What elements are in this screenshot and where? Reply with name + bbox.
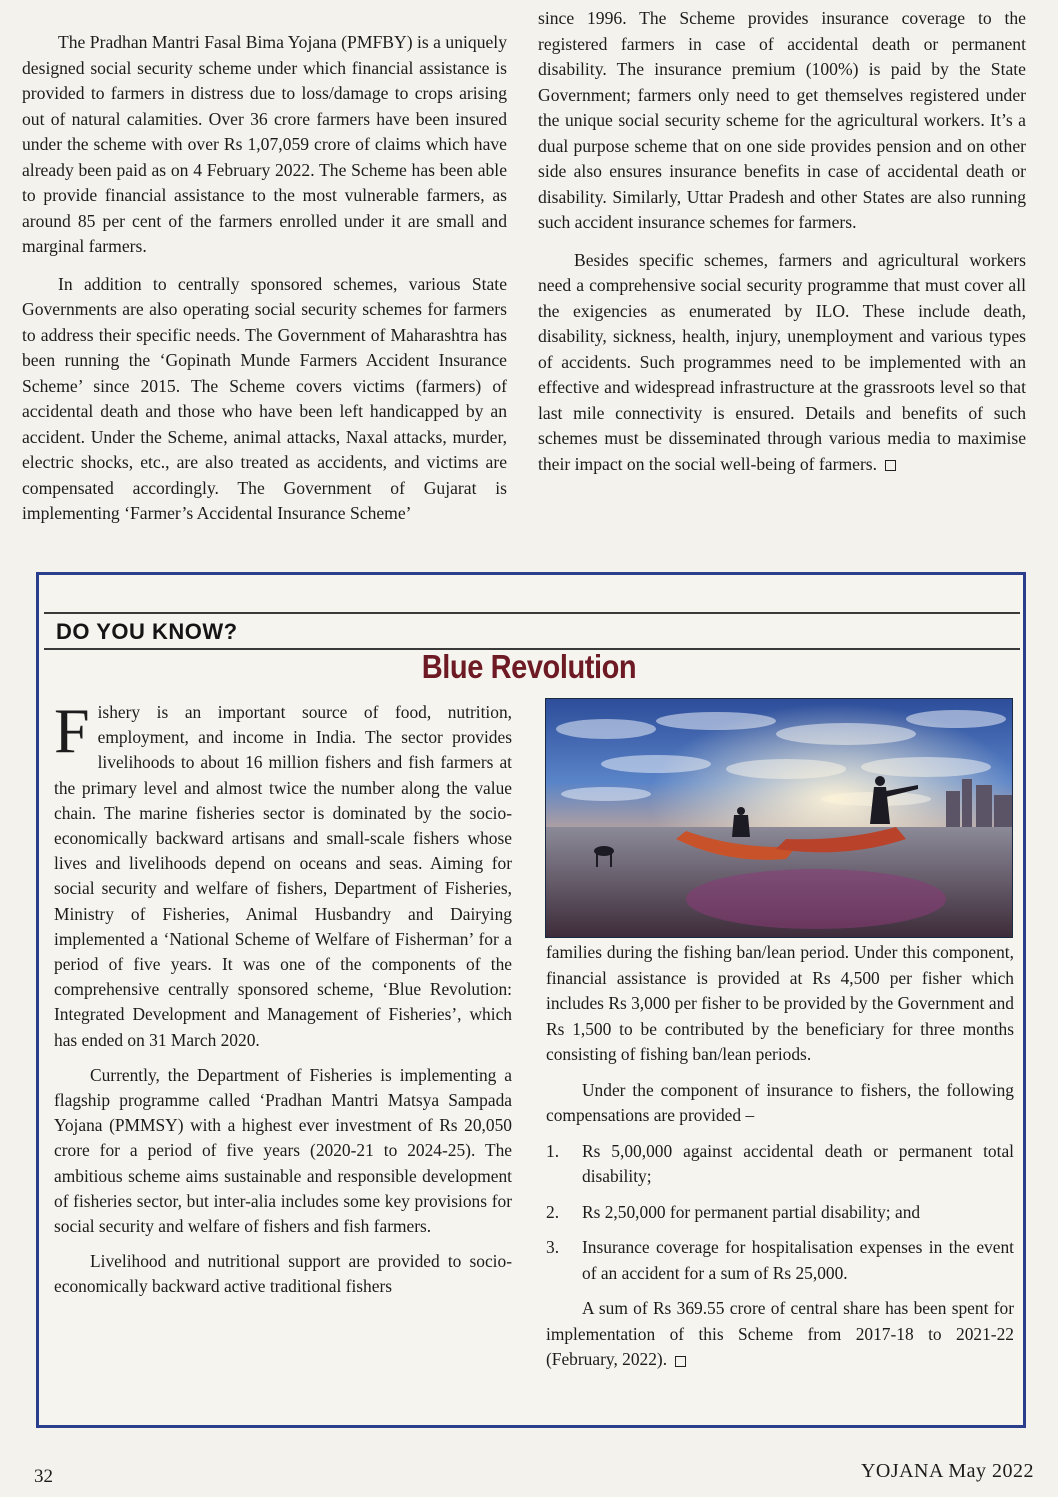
body-paragraph: families during the fishing ban/lean period. Under this component, financial assistance is provided at Rs 4,500 per fisher which includes Rs 3,000 per fisher to be provided by the Government and Rs 1,500 to be contributed by the beneficiary for three months consisting of fishing ban/lean periods.	[546, 942, 1014, 1064]
list-text: Rs 2,50,000 for permanent partial disability; and	[582, 1201, 921, 1222]
box-column-right	[546, 940, 1014, 1383]
list-number: 3.	[546, 1237, 560, 1257]
end-of-box-icon	[675, 1356, 686, 1367]
body-paragraph: since 1996. The Scheme provides insurance coverage to the registered farmers in case of accidental death or permanent disability. The insurance premium (100%) is paid by the State Government; farmers only need to get themselves registered under the unique social security scheme for the agricultural workers. It’s a dual purpose scheme that on one side provides pension and on other side also ensures insurance benefits in case of accidental death or disability. Similarly, Uttar Pradesh and other States are also running such accident insurance schemes for farmers.	[538, 8, 1026, 232]
drop-cap: F	[54, 695, 90, 766]
box-label: DO YOU KNOW?	[56, 619, 238, 644]
list-item	[546, 1139, 1014, 1190]
paragraph-text: Besides specific schemes, farmers and agricultural workers need a comprehensive social security programme that must cover all the exigencies as enumerated by ILO. These include death, disability, sickness, health, injury, unemployment and various types of accidents. Such programmes need to be implemented with an effective and widespread infrastructure at the grassroots level so that last mile connectivity is ensured. Details and benefits of such schemes must be disseminated through various media to maximise their impact on the social well-being of farmers.	[538, 249, 1026, 474]
paragraph-text: A sum of Rs 369.55 crore of central share has been spent for implementation of this Scheme from 2017-18 to 2021-22 (February, 2022).	[546, 1298, 1014, 1369]
compensation-list	[546, 1139, 1014, 1287]
box-header-rule	[44, 612, 1020, 650]
list-number: 1.	[546, 1140, 560, 1161]
body-paragraph: In addition to centrally sponsored schemes, various State Governments are also operating social security schemes for farmers to address their specific needs. The Government of Maharashtra has been running the ‘Gopinath Munde Farmers Accident Insurance Scheme’ since 2015. The Scheme covers victims (farmers) of accidental death and those who have been left handicapped by an accident. Under the Scheme, animal attacks, Naxal attacks, murder, electric shocks, etc., are also treated as accidents, and victims are compensated accordingly. The Government of Gujarat is implementing ‘Farmer’s Accidental Insurance Scheme’	[22, 273, 507, 523]
list-number: 2.	[546, 1201, 560, 1222]
body-paragraph	[546, 1296, 1014, 1373]
body-paragraph: Under the component of insurance to fishers, the following compensations are provided –	[546, 1079, 1014, 1125]
body-paragraph	[538, 248, 1026, 478]
list-item	[546, 1200, 1014, 1226]
body-paragraph: The Pradhan Mantri Fasal Bima Yojana (PMFBY) is a uniquely designed social security scheme under which financial assistance is provided to farmers in distress due to loss/damage to crops arising out of natural calamities. Over 36 crore farmers have been insured under the scheme with over Rs 1,07,059 crore of claims which have already been paid as on 4 February 2022. The Scheme has been able to provide financial assistance to the most vulnerable farmers, as around 85 per cent of the farmers enrolled under it are small and marginal farmers.	[22, 32, 507, 256]
body-paragraph	[54, 695, 512, 1053]
article-column-left	[22, 30, 507, 539]
page-number: 32	[34, 1466, 53, 1487]
magazine-footer: YOJANA May 2022	[860, 1460, 1034, 1482]
article-column-right	[538, 6, 1026, 489]
box-title: Blue Revolution	[421, 648, 637, 685]
list-item	[546, 1235, 1014, 1286]
box-column-left	[54, 695, 512, 1310]
end-of-article-icon	[885, 460, 896, 471]
body-paragraph: Currently, the Department of Fisheries is implementing a flagship programme called ‘Pradhan Mantri Matsya Sampada Yojana (PMMSY) with a highest ever investment of Rs 20,050 crore for a period of five years (2020-21 to 2024-25). The ambitious scheme aims sustainable and responsible development of fisheries sector, but inter-alia includes some key provisions for social security and welfare of fishers and fish farmers.	[54, 1064, 512, 1237]
body-paragraph: Livelihood and nutritional support are provided to socio-economically backward active traditional fishers	[54, 1251, 512, 1297]
list-text: Rs 5,00,000 against accidental death or permanent total disability;	[582, 1140, 1014, 1186]
photo-illustration	[546, 699, 1012, 937]
list-text: Insurance coverage for hospitalisation expenses in the event of an accident for a sum of Rs 25,000.	[582, 1237, 1014, 1283]
paragraph-text: ishery is an important source of food, nutrition, employment, and income in India. The sector provides livelihoods to about 16 million fishers and fish farmers at the primary level and almost twice the number along the value chain. The marine fisheries sector is dominated by the socio-economically backward artisans and small-scale fishers whose lives and livelihoods depend on oceans and seas. Aiming for social security and welfare of fishers, Department of Fisheries, Ministry of Fisheries, Animal Husbandry and Dairying implemented a ‘National Scheme of Welfare of Fisherman’ for a period of five years. It was one of the components of the comprehensive centrally sponsored scheme, ‘Blue Revolution: Integrated Development and Management of Fisheries’, which has ended on 31 March 2020.	[54, 702, 512, 1050]
fishing-boat-photo	[545, 698, 1013, 938]
